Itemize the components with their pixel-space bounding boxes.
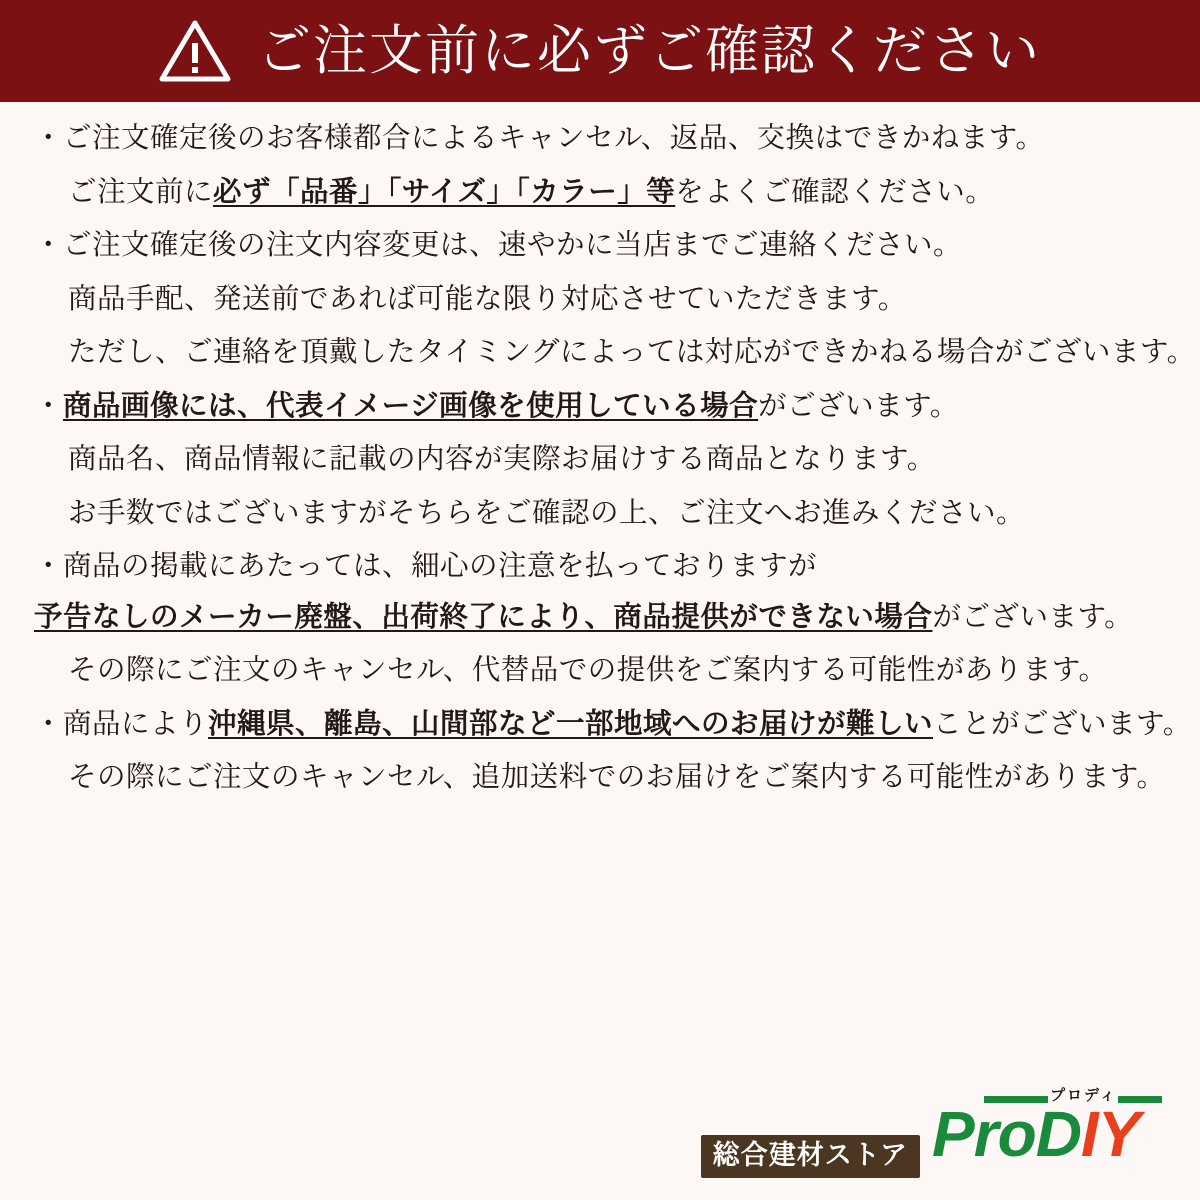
notice-cancel-policy — [34, 124, 1166, 153]
notice-emphasis: 沖縄県、離島、山間部など一部地域へのお届けが難しい — [208, 707, 934, 740]
notice-check-before-order — [34, 175, 1166, 208]
notice-text-part: ご注文前に — [68, 175, 214, 208]
notice-text-part: ・商品により — [34, 707, 209, 740]
notice-text-part: がございます。 — [758, 389, 959, 422]
notice-text: 商品手配、発送前であれば可能な限り対応させていただきます。 — [68, 282, 907, 315]
notice-emphasis: 商品画像には、代表イメージ画像を使用している場合 — [63, 389, 759, 422]
notice-order-change-contact — [34, 231, 1166, 260]
notice-remote-areas — [34, 707, 1192, 740]
notice-text-part: ことがございます。 — [933, 707, 1192, 740]
notice-discontinued — [34, 600, 1166, 633]
logo-word-pro: Pro — [932, 1098, 1036, 1170]
notice-list — [0, 102, 1200, 792]
logo-kana-label: プロディ — [1050, 1087, 1117, 1104]
notice-text: 商品名、商品情報に記載の内容が実際お届けする商品となります。 — [68, 443, 936, 475]
notice-representative-image — [34, 389, 1166, 422]
notice-product-info-is-actual — [34, 445, 1166, 474]
notice-text: ・ご注文確定後のお客様都合によるキャンセル、返品、交換はできかねます。 — [34, 122, 1045, 154]
notice-alternative-offer — [34, 656, 1166, 685]
notice-emphasis: 必ず「品番」「サイズ」「カラー」等 — [213, 175, 676, 208]
notice-text: ・ご注文確定後の注文内容変更は、速やかに当店までご連絡ください。 — [34, 229, 963, 261]
notice-before-shipping — [34, 282, 1166, 315]
notice-extra-shipping — [34, 763, 1166, 792]
notice-text: ・商品の掲載にあたっては、細心の注意を払っておりますが — [34, 550, 818, 582]
notice-text: お手数ではございますがそちらをご確認の上、ご注文へお進みください。 — [68, 496, 1026, 529]
logo-wordmark — [932, 1098, 1140, 1170]
logo-word-d: D — [1035, 1098, 1081, 1170]
bullet-mark: ・ — [34, 389, 64, 422]
store-category-badge: 総合建材ストア — [701, 1135, 920, 1178]
notice-emphasis: 予告なしのメーカー廃盤、出荷終了により、商品提供ができない場合 — [34, 600, 933, 633]
store-logo — [701, 1082, 1164, 1178]
notice-text: その際にご注文のキャンセル、追加送料でのお届けをご案内する可能性があります。 — [68, 761, 1166, 793]
notice-text-part: がございます。 — [932, 600, 1134, 633]
notice-listing-care — [34, 552, 1166, 581]
notice-text: その際にご注文のキャンセル、代替品での提供をご案内する可能性があります。 — [68, 654, 1108, 686]
warning-header-banner — [0, 0, 1200, 102]
prodiy-logo-mark — [932, 1082, 1164, 1178]
notice-text-part: をよくご確認ください。 — [675, 175, 995, 208]
logo-word-iy: IY — [1080, 1098, 1140, 1170]
page-title: ご注文前に必ずご確認ください — [257, 21, 1041, 81]
notice-please-confirm-then-order — [34, 496, 1166, 529]
warning-triangle-icon — [159, 19, 231, 83]
notice-timing-exception — [34, 336, 1196, 368]
notice-text: ただし、ご連絡を頂戴したタイミングによっては対応ができかねる場合がございます。 — [68, 336, 1196, 368]
